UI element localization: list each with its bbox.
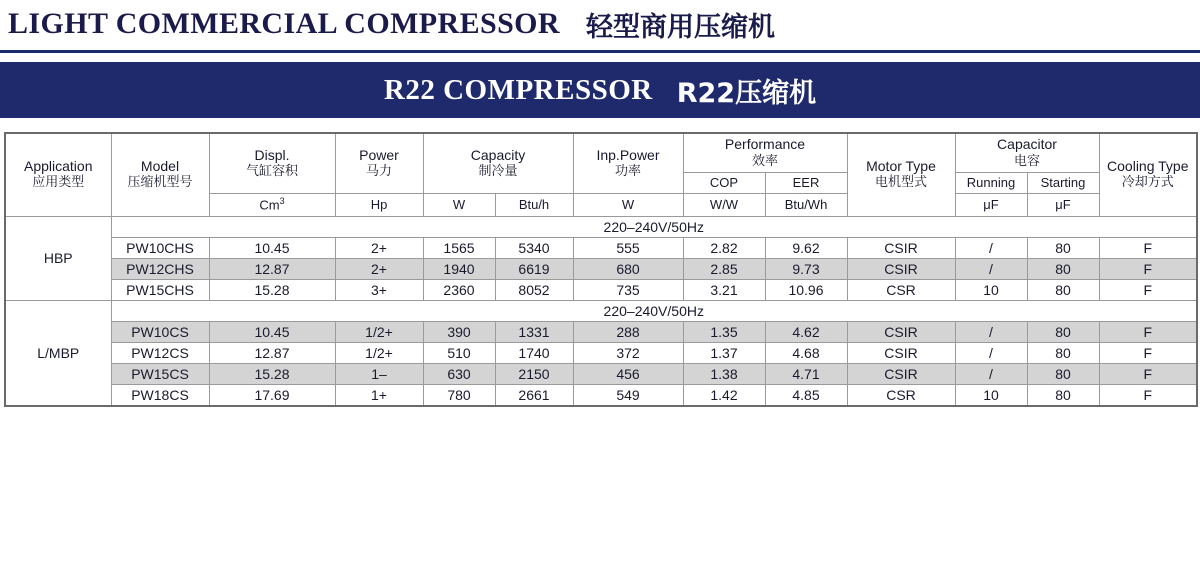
cell-eer: 10.96 (765, 279, 847, 300)
cell-capacity-w: 2360 (423, 279, 495, 300)
cell-displacement: 17.69 (209, 384, 335, 406)
cell-capacity-btu: 2661 (495, 384, 573, 406)
unit-displacement-exponent: 3 (279, 196, 285, 206)
cell-capacitor-starting: 80 (1027, 258, 1099, 279)
section-banner-cn: R22压缩机 (676, 77, 817, 109)
table-row (5, 258, 1197, 279)
voltage-row (5, 216, 1197, 237)
cell-cooling-type: F (1099, 342, 1197, 363)
cell-capacity-w: 630 (423, 363, 495, 384)
cell-capacity-btu: 5340 (495, 237, 573, 258)
cell-displacement: 10.45 (209, 321, 335, 342)
cell-cooling-type: F (1099, 237, 1197, 258)
unit-power: Hp (335, 194, 423, 217)
cell-cooling-type: F (1099, 279, 1197, 300)
cell-motor-type: CSIR (847, 363, 955, 384)
cell-capacitor-running: / (955, 363, 1027, 384)
cell-model: PW15CHS (111, 279, 209, 300)
cell-eer: 9.62 (765, 237, 847, 258)
cell-cop: 2.82 (683, 237, 765, 258)
cell-power: 2+ (335, 237, 423, 258)
cell-capacity-btu: 2150 (495, 363, 573, 384)
table-row (5, 279, 1197, 300)
col-application: Application 应用类型 (5, 133, 111, 216)
cell-power: 3+ (335, 279, 423, 300)
col-capacity: Capacity 制冷量 (423, 133, 573, 194)
cell-cop: 1.37 (683, 342, 765, 363)
cell-capacity-w: 780 (423, 384, 495, 406)
cell-motor-type: CSR (847, 384, 955, 406)
cell-cooling-type: F (1099, 258, 1197, 279)
page-title-en: LIGHT COMMERCIAL COMPRESSOR (8, 7, 560, 40)
cell-capacitor-starting: 80 (1027, 384, 1099, 406)
cell-motor-type: CSR (847, 279, 955, 300)
cell-model: PW10CS (111, 321, 209, 342)
header-row-1 (5, 133, 1197, 172)
cell-input-power: 555 (573, 237, 683, 258)
table-body-hbp (5, 216, 1197, 300)
col-power: Power 马力 (335, 133, 423, 194)
voltage-cell: 220–240V/50Hz (111, 216, 1197, 237)
col-capacitor-running: Running (955, 172, 1027, 193)
cell-cop: 1.42 (683, 384, 765, 406)
cell-motor-type: CSIR (847, 342, 955, 363)
cell-model: PW10CHS (111, 237, 209, 258)
cell-power: 1+ (335, 384, 423, 406)
col-displacement: Displ. 气缸容积 (209, 133, 335, 194)
cell-eer: 4.68 (765, 342, 847, 363)
cell-capacity-w: 510 (423, 342, 495, 363)
cell-capacity-btu: 6619 (495, 258, 573, 279)
cell-capacitor-running: 10 (955, 384, 1027, 406)
cell-input-power: 549 (573, 384, 683, 406)
table-row (5, 363, 1197, 384)
unit-input-power: W (573, 194, 683, 217)
cell-power: 1/2+ (335, 321, 423, 342)
table-row (5, 342, 1197, 363)
cell-capacitor-running: / (955, 237, 1027, 258)
spec-table-wrapper (0, 132, 1200, 407)
cell-motor-type: CSIR (847, 321, 955, 342)
table-row (5, 321, 1197, 342)
cell-input-power: 372 (573, 342, 683, 363)
cell-model: PW18CS (111, 384, 209, 406)
cell-capacitor-starting: 80 (1027, 237, 1099, 258)
page-title (0, 0, 1200, 44)
cell-capacity-w: 1940 (423, 258, 495, 279)
col-performance-eer: EER (765, 172, 847, 193)
cell-input-power: 735 (573, 279, 683, 300)
cell-model: PW12CHS (111, 258, 209, 279)
col-performance-cop: COP (683, 172, 765, 193)
cell-cop: 3.21 (683, 279, 765, 300)
cell-capacity-btu: 1740 (495, 342, 573, 363)
cell-capacitor-running: 10 (955, 279, 1027, 300)
cell-capacity-w: 390 (423, 321, 495, 342)
table-body-lmbp (5, 300, 1197, 406)
cell-eer: 4.85 (765, 384, 847, 406)
cell-cop: 2.85 (683, 258, 765, 279)
page-title-cn: 轻型商用压缩机 (585, 11, 775, 43)
section-banner (0, 62, 1200, 118)
cell-displacement: 10.45 (209, 237, 335, 258)
cell-input-power: 288 (573, 321, 683, 342)
cell-eer: 4.71 (765, 363, 847, 384)
cell-capacitor-running: / (955, 321, 1027, 342)
col-capacitor-starting: Starting (1027, 172, 1099, 193)
col-capacitor: Capacitor 电容 (955, 133, 1099, 172)
cell-capacitor-starting: 80 (1027, 321, 1099, 342)
cell-power: 2+ (335, 258, 423, 279)
cell-capacitor-starting: 80 (1027, 363, 1099, 384)
cell-displacement: 12.87 (209, 258, 335, 279)
col-motor-type: Motor Type 电机型式 (847, 133, 955, 216)
cell-model: PW12CS (111, 342, 209, 363)
cell-displacement: 12.87 (209, 342, 335, 363)
cell-displacement: 15.28 (209, 279, 335, 300)
col-model: Model 压缩机型号 (111, 133, 209, 216)
cell-cooling-type: F (1099, 363, 1197, 384)
unit-capacity-btu: Btu/h (495, 194, 573, 217)
cell-motor-type: CSIR (847, 258, 955, 279)
cell-capacitor-starting: 80 (1027, 342, 1099, 363)
application-cell: HBP (5, 216, 111, 300)
cell-input-power: 680 (573, 258, 683, 279)
unit-eer: Btu/Wh (765, 194, 847, 217)
cell-input-power: 456 (573, 363, 683, 384)
cell-eer: 9.73 (765, 258, 847, 279)
cell-capacity-w: 1565 (423, 237, 495, 258)
cell-capacitor-running: / (955, 342, 1027, 363)
cell-model: PW15CS (111, 363, 209, 384)
unit-displacement: Cm$^3$ (209, 194, 335, 217)
cell-cooling-type: F (1099, 321, 1197, 342)
cell-eer: 4.62 (765, 321, 847, 342)
unit-capacity-w: W (423, 194, 495, 217)
unit-cop: W/W (683, 194, 765, 217)
spec-table (4, 132, 1198, 407)
application-cell: L/MBP (5, 300, 111, 406)
cell-capacitor-starting: 80 (1027, 279, 1099, 300)
col-input-power: Inp.Power 功率 (573, 133, 683, 194)
title-divider (0, 50, 1200, 53)
cell-cop: 1.38 (683, 363, 765, 384)
voltage-row (5, 300, 1197, 321)
cell-cooling-type: F (1099, 384, 1197, 406)
voltage-cell: 220–240V/50Hz (111, 300, 1197, 321)
section-banner-en: R22 COMPRESSOR (383, 73, 653, 106)
cell-displacement: 15.28 (209, 363, 335, 384)
cell-capacity-btu: 1331 (495, 321, 573, 342)
cell-capacitor-running: / (955, 258, 1027, 279)
unit-capacitor-starting: μF (1027, 194, 1099, 217)
cell-motor-type: CSIR (847, 237, 955, 258)
col-performance: Performance 效率 (683, 133, 847, 172)
unit-capacitor-running: μF (955, 194, 1027, 217)
cell-power: 1– (335, 363, 423, 384)
cell-capacity-btu: 8052 (495, 279, 573, 300)
cell-cop: 1.35 (683, 321, 765, 342)
table-row (5, 237, 1197, 258)
table-row (5, 384, 1197, 406)
table-header (5, 133, 1197, 216)
cell-power: 1/2+ (335, 342, 423, 363)
col-cooling-type: Cooling Type 冷却方式 (1099, 133, 1197, 216)
